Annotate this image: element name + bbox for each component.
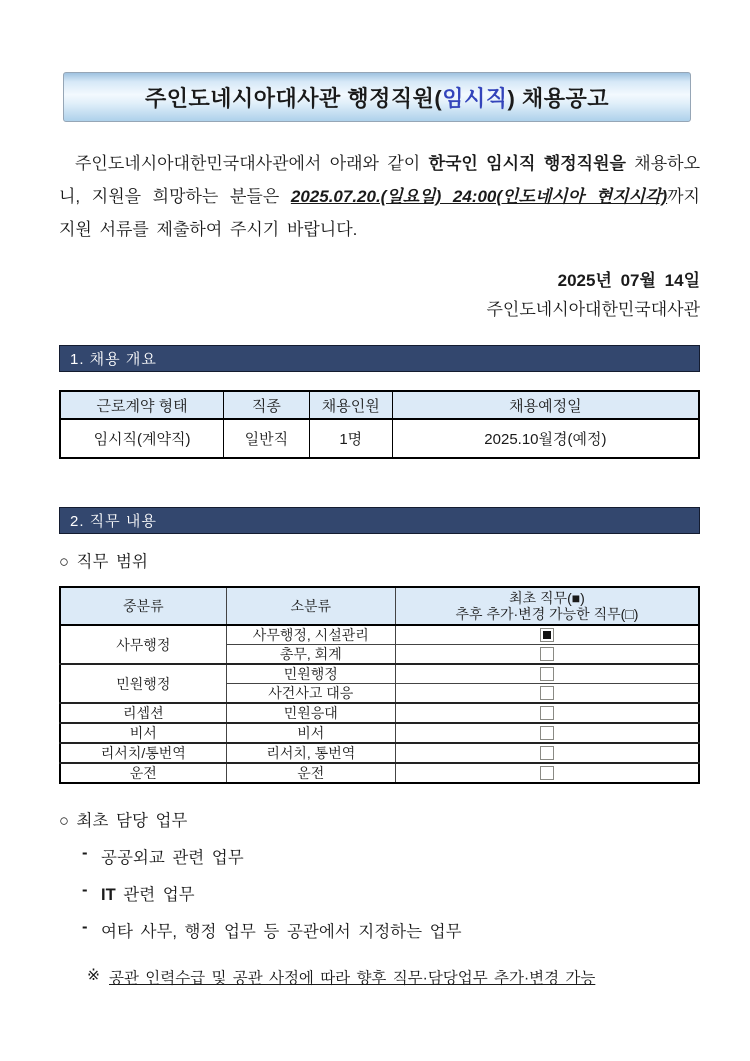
list-item (59, 844, 700, 868)
checkbox-empty-icon (540, 706, 554, 720)
note-line (59, 966, 700, 988)
intro-text-3: 까지 지원 서류를 제출하여 주시기 바랍니다. (59, 187, 700, 239)
header-mid-category: 중분류 (60, 587, 226, 625)
section1-heading: 1. 채용 개요 (59, 345, 700, 372)
cell-duty-status (395, 763, 699, 783)
cell-mid-category: 비서 (60, 723, 226, 743)
header-expected-date: 채용예정일 (392, 391, 699, 419)
list-item (59, 918, 700, 942)
title-text-pre: 주인도네시아대사관 행정직원( (145, 85, 443, 111)
duty-text (101, 881, 195, 905)
duty-normal: 관련 업무 (115, 886, 195, 904)
cell-sub-category: 비서 (226, 723, 395, 743)
section2-heading: 2. 직무 내용 (59, 507, 700, 534)
checkbox-empty-icon (540, 667, 554, 681)
cell-duty-status (395, 625, 699, 645)
job-scope-table (59, 586, 700, 784)
header-headcount: 채용인원 (309, 391, 392, 419)
job-scope-label: ○ 직무 범위 (59, 553, 148, 571)
cell-mid-category: 운전 (60, 763, 226, 783)
cell-sub-category: 사건사고 대응 (226, 684, 395, 704)
cell-duty-status (395, 684, 699, 704)
title-text-highlight: 임시직 (442, 85, 508, 111)
cell-mid-category: 리서치/통번역 (60, 743, 226, 763)
intro-deadline: 2025.07.20.(일요일) 24:00(인도네시아 현지시각) (290, 187, 668, 206)
duty-normal: 공공외교 관련 업무 (101, 849, 244, 867)
header-duty-status-line2: 추후 추가·변경 가능한 직무(□) (455, 606, 639, 622)
duty-normal: 여타 사무, 행정 업무 등 공관에서 지정하는 업무 (101, 923, 462, 941)
cell-contract-type: 임시직(계약직) (60, 419, 224, 458)
table-row (60, 664, 699, 684)
cell-sub-category: 운전 (226, 763, 395, 783)
cell-sub-category: 민원행정 (226, 664, 395, 684)
table-row (60, 703, 699, 723)
cell-duty-status (395, 703, 699, 723)
table-row (60, 763, 699, 783)
document-date: 2025년 07월 14일 (557, 271, 700, 290)
cell-duty-status (395, 743, 699, 763)
cell-duty-status (395, 723, 699, 743)
header-duty-status-line1: 최초 직무(■) (509, 590, 585, 606)
note-text: 공관 인력수급 및 공관 사정에 따라 향후 직무·담당업무 추가·변경 가능 (109, 970, 596, 987)
table-row (60, 625, 699, 645)
intro-paragraph (59, 147, 700, 246)
cell-sub-category: 총무, 회계 (226, 645, 395, 665)
cell-mid-category: 리셉션 (60, 703, 226, 723)
cell-sub-category: 리서치, 통번역 (226, 743, 395, 763)
reference-mark: ※ (87, 967, 100, 984)
cell-expected-date: 2025.10월경(예정) (392, 419, 699, 458)
duty-text (101, 844, 244, 868)
intro-text-2: 채용하오니, 지원을 희망하는 분들은 (59, 154, 700, 206)
header-duty-status (395, 587, 699, 625)
checkbox-empty-icon (540, 766, 554, 780)
header-contract-type: 근로계약 형태 (60, 391, 224, 419)
table-row (60, 723, 699, 743)
list-item (59, 881, 700, 905)
table-row (60, 743, 699, 763)
intro-text-1: 주인도네시아대한민국대사관에서 아래와 같이 (75, 154, 429, 173)
cell-duty-status (395, 664, 699, 684)
cell-headcount: 1명 (309, 419, 392, 458)
initial-duties-label: ○ 최초 담당 업무 (59, 812, 188, 830)
checkbox-empty-icon (540, 746, 554, 760)
cell-mid-category: 사무행정 (60, 625, 226, 664)
duty-bold: IT (101, 886, 116, 904)
cell-duty-status (395, 645, 699, 665)
checkbox-empty-icon (540, 647, 554, 661)
duty-text (101, 918, 462, 942)
intro-bold-phrase: 한국인 임시직 행정직원을 (428, 154, 626, 173)
recruitment-overview-table (59, 390, 700, 459)
document-content (59, 72, 700, 988)
table-header-row (60, 587, 699, 625)
table-row (60, 419, 699, 458)
issuing-organization: 주인도네시아대한민국대사관 (486, 300, 700, 319)
dash-bullet: - (82, 844, 88, 862)
cell-sub-category: 사무행정, 시설관리 (226, 625, 395, 645)
checkbox-empty-icon (540, 726, 554, 740)
cell-job-category: 일반직 (224, 419, 310, 458)
table-header-row (60, 391, 699, 419)
cell-mid-category: 민원행정 (60, 664, 226, 703)
checkbox-filled-icon (540, 628, 554, 642)
header-sub-category: 소분류 (226, 587, 395, 625)
title-banner (63, 72, 691, 122)
checkbox-empty-icon (540, 686, 554, 700)
cell-sub-category: 민원응대 (226, 703, 395, 723)
header-job-category: 직종 (224, 391, 310, 419)
title-text-post: ) 채용공고 (507, 85, 609, 111)
dash-bullet: - (82, 918, 88, 936)
signature-block (59, 266, 700, 324)
dash-bullet: - (82, 881, 88, 899)
